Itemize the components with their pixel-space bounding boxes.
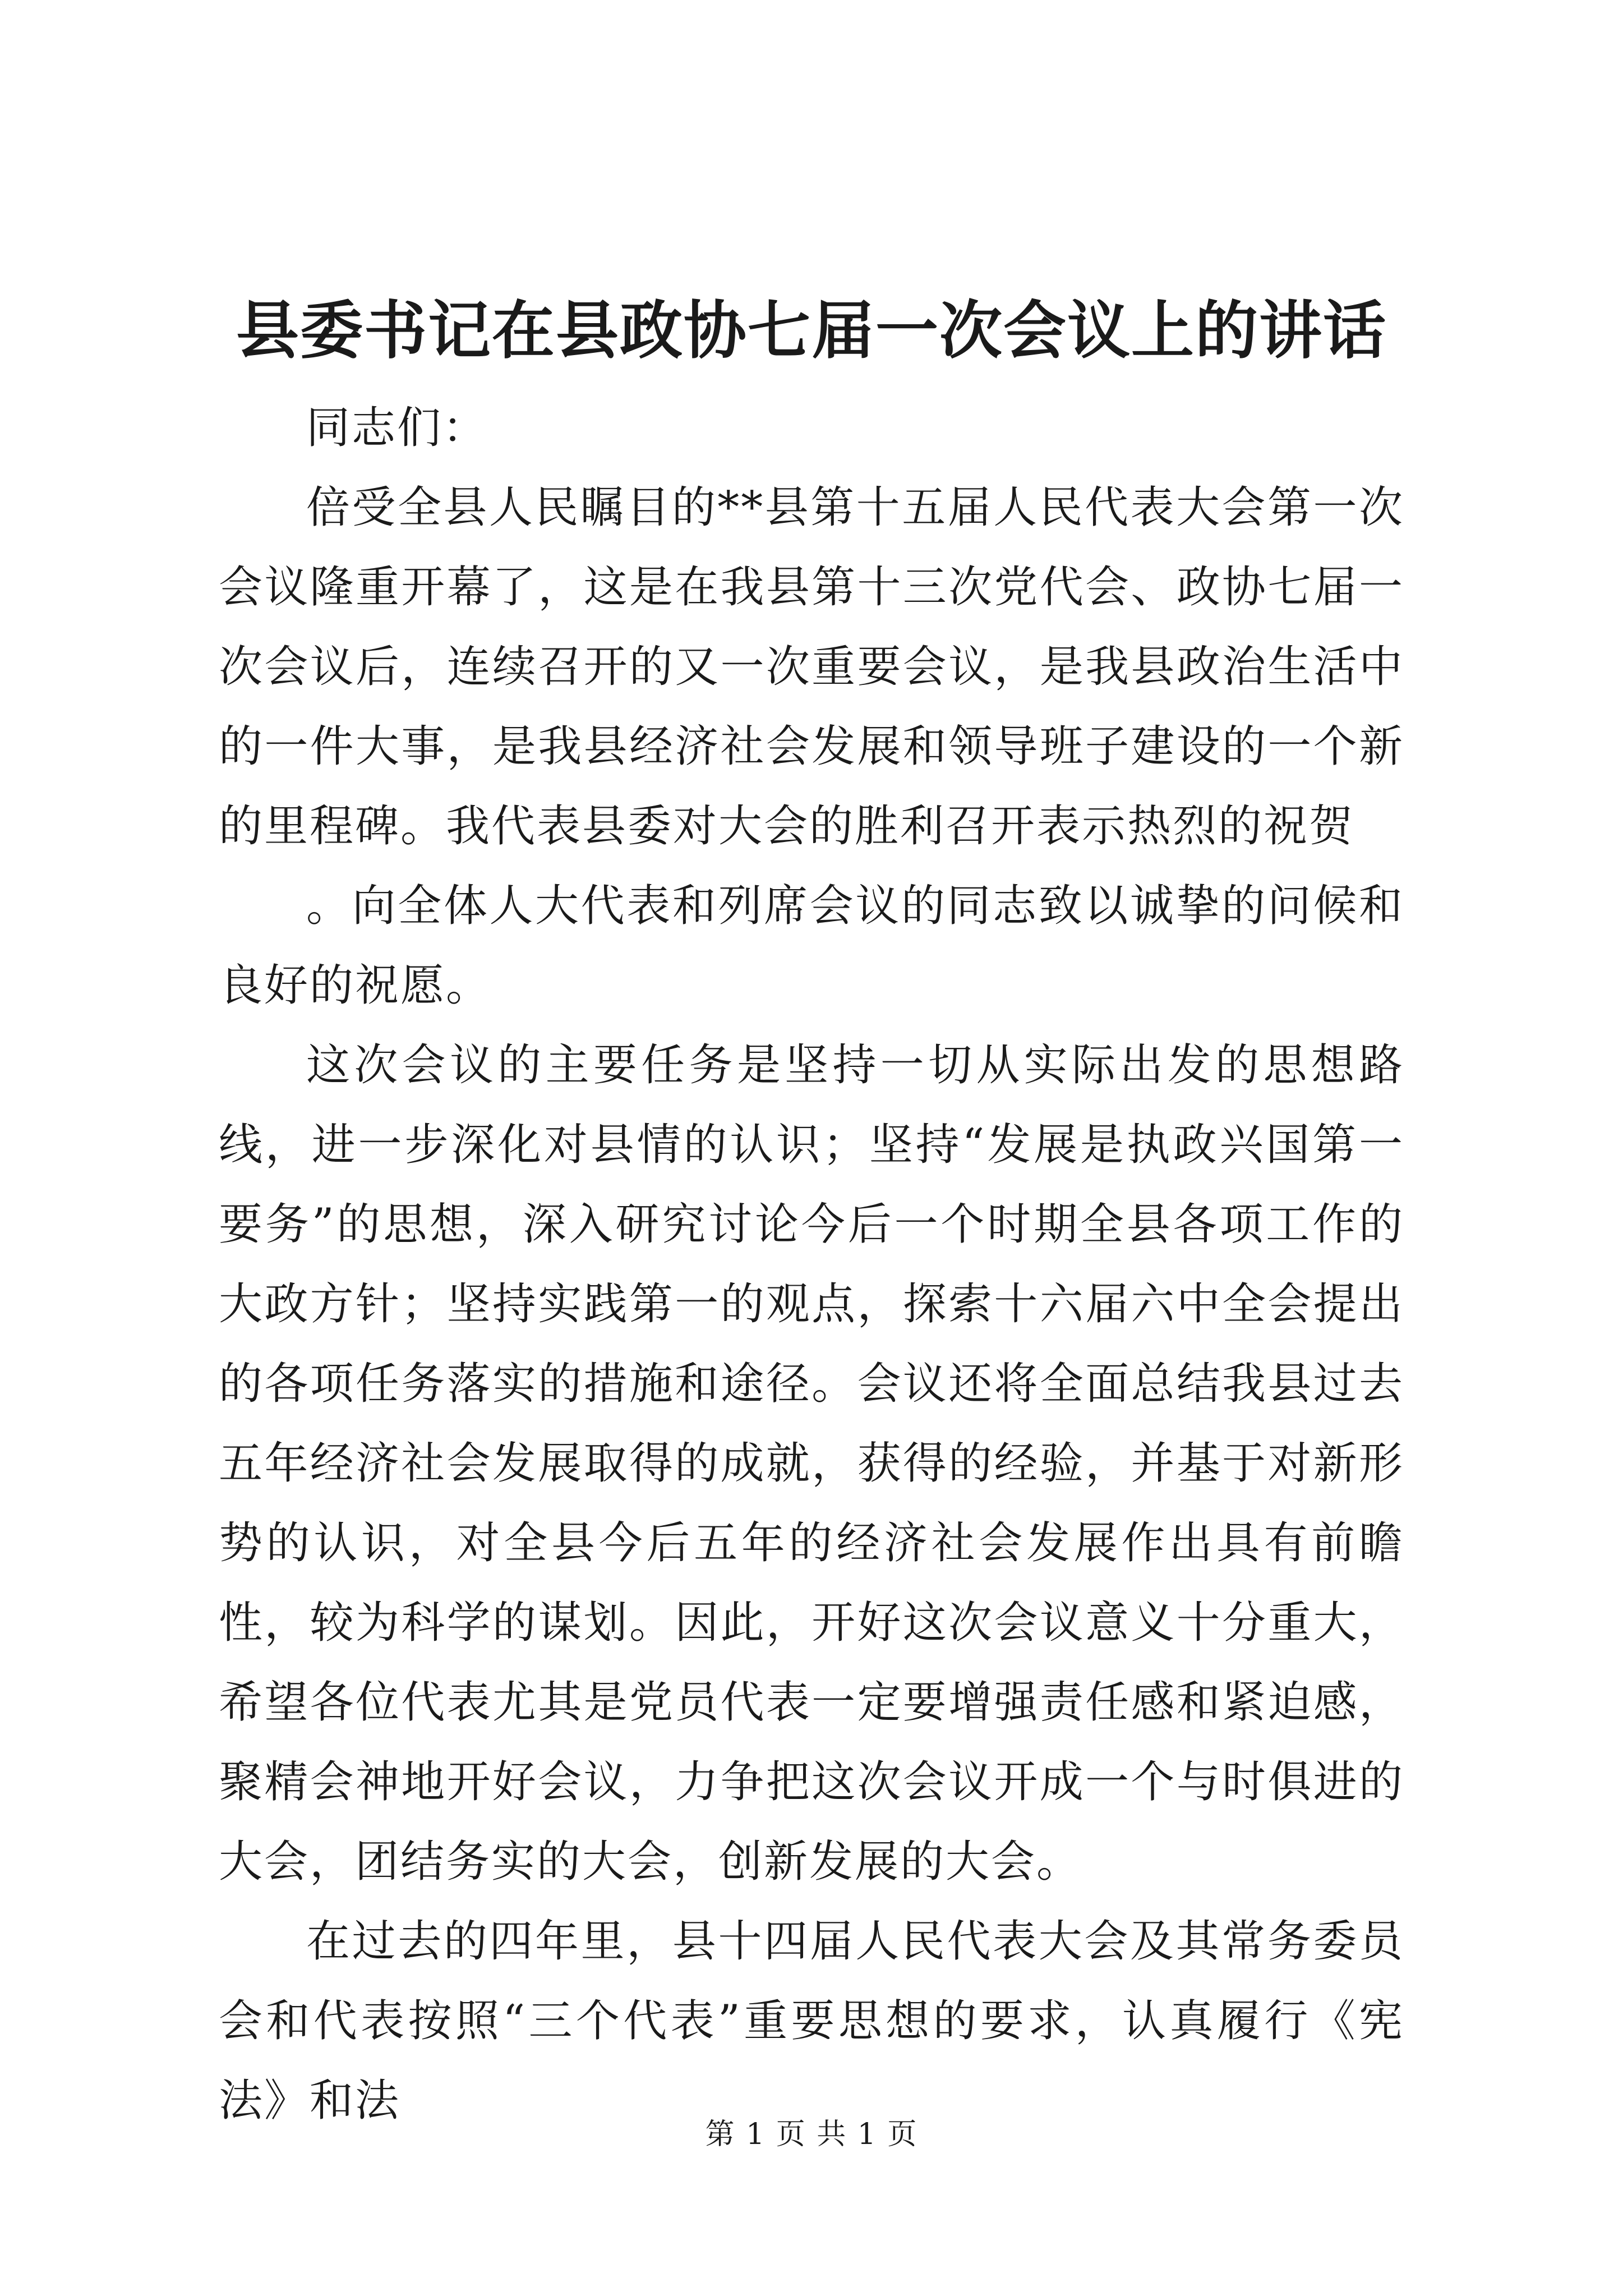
salutation-paragraph: 同志们： (306, 403, 488, 453)
body-paragraph: 倍受全县人民瞩目的**县第十五届人民代表大会第一次会议隆重开幕了，这是在我县第十三次党代会、政协七届一次会议后，连续召开的又一次重要会议，是我县政治生活中的一件大事，是我县经济社会发展和领导班子建设的一个新的里程碑。我代表县委对大会的胜利召开表示热烈的祝贺 (219, 482, 1404, 852)
body-paragraph: 在过去的四年里，县十四届人民代表大会及其常务委员会和代表按照“三个代表”重要思想的要求，认真履行《宪法》和法 (219, 1916, 1404, 2126)
body-paragraph: 这次会议的主要任务是坚持一切从实际出发的思想路线，进一步深化对县情的认识；坚持“发展是执政兴国第一要务”的思想，深入研究讨论今后一个时期全县各项工作的大政方针；坚持实践第一的观点，探索十六届六中全会提出的各项任务落实的措施和途径。会议还将全面总结我县过去五年经济社会发展取得的成就，获得的经验，并基于对新形势的认识，对全县今后五年的经济社会发展作出具有前瞻性，较为科学的谋划。因此，开好这次会议意义十分重大，希望各位代表尤其是党员代表一定要增强责任感和紧迫感，聚精会神地开好会议，力争把这次会议开成一个与时俱进的大会，团结务实的大会，创新发展的大会。 (219, 1040, 1404, 1887)
page-number-footer: 第 1 页 共 1 页 (705, 2118, 918, 2151)
document-body (219, 388, 1404, 2141)
document-title: 县委书记在县政协七届一次会议上的讲话 (236, 294, 1387, 367)
body-paragraph: 。向全体人大代表和列席会议的同志致以诚挚的问候和良好的祝愿。 (219, 881, 1404, 1011)
